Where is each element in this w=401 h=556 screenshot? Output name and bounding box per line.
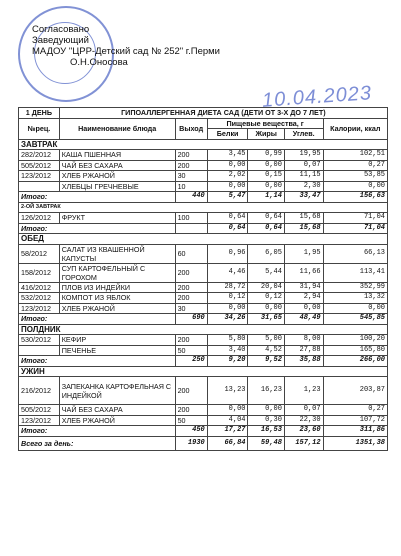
output-cell: 200 <box>175 377 207 405</box>
dish-row <box>19 160 388 171</box>
recipe-cell: 216/2012 <box>19 377 60 405</box>
dish-name-cell: КОМПОТ ИЗ ЯБЛОК <box>59 293 175 304</box>
total-label: Итого: <box>19 426 176 437</box>
diet-title: ГИПОАЛЛЕРГЕННАЯ ДИЕТА САД (ДЕТИ ОТ 3-Х ДО 7 ЛЕТ) <box>59 108 387 119</box>
protein-cell: 0,00 <box>207 181 248 192</box>
protein-cell: 0,00 <box>207 405 248 416</box>
recipe-cell <box>19 345 60 356</box>
dish-row <box>19 171 388 182</box>
total-carbs: 48,49 <box>284 314 323 325</box>
protein-cell: 13,23 <box>207 377 248 405</box>
recipe-cell: 158/2012 <box>19 263 60 282</box>
dish-row <box>19 335 388 346</box>
section-row <box>19 202 388 213</box>
approver-name: О.Н.Оносова <box>70 57 128 68</box>
total-carbs: 157,12 <box>284 436 323 450</box>
output-cell: 200 <box>175 160 207 171</box>
carbs-cell: 0,07 <box>284 160 323 171</box>
protein-cell: 4,04 <box>207 415 248 426</box>
dish-name-cell: ФРУКТ <box>59 213 175 224</box>
total-row <box>19 426 388 437</box>
fat-cell: 0,00 <box>248 160 284 171</box>
total-fat: 9,52 <box>248 356 284 367</box>
organization-name: МАДОУ "ЦРР-Детский сад № 252" г.Перми <box>32 46 220 57</box>
fat-cell: 0,30 <box>248 415 284 426</box>
total-label: Итого: <box>19 356 176 367</box>
total-label: Итого: <box>19 192 176 203</box>
total-protein: 9,20 <box>207 356 248 367</box>
dish-row <box>19 263 388 282</box>
output-cell: 200 <box>175 293 207 304</box>
recipe-cell: 505/2012 <box>19 405 60 416</box>
approver-position: Заведующий <box>32 35 89 46</box>
kcal-cell: 113,41 <box>323 263 387 282</box>
kcal-cell: 0,27 <box>323 160 387 171</box>
total-fat: 0,64 <box>248 223 284 234</box>
carbs-cell: 27,88 <box>284 345 323 356</box>
fat-cell: 20,04 <box>248 282 284 293</box>
kcal-cell: 13,32 <box>323 293 387 304</box>
kcal-cell: 71,04 <box>323 213 387 224</box>
fat-cell: 16,23 <box>248 377 284 405</box>
carbs-cell: 1,95 <box>284 244 323 263</box>
approval-label: Согласовано <box>32 24 90 35</box>
kcal-cell: 352,99 <box>323 282 387 293</box>
carbs-cell: 15,68 <box>284 213 323 224</box>
dish-name-cell: ХЛЕБ РЖАНОЙ <box>59 171 175 182</box>
total-output: 250 <box>175 356 207 367</box>
recipe-cell: 532/2012 <box>19 293 60 304</box>
output-cell: 50 <box>175 345 207 356</box>
protein-cell: 3,40 <box>207 345 248 356</box>
output-cell: 200 <box>175 405 207 416</box>
handwritten-date: 10.04.2023 <box>261 82 373 112</box>
title-row <box>19 108 388 119</box>
total-protein: 66,84 <box>207 436 248 450</box>
recipe-cell: 416/2012 <box>19 282 60 293</box>
dish-row <box>19 345 388 356</box>
carbs-cell: 8,00 <box>284 335 323 346</box>
protein-cell: 3,45 <box>207 150 248 161</box>
section-breakfast: ЗАВТРАК <box>19 139 388 150</box>
carbs-cell: 11,15 <box>284 171 323 182</box>
dish-name-cell: СУП КАРТОФЕЛЬНЫЙ С ГОРОХОМ <box>59 263 175 282</box>
carbs-cell: 22,30 <box>284 415 323 426</box>
recipe-cell: 282/2012 <box>19 150 60 161</box>
protein-cell: 28,72 <box>207 282 248 293</box>
dish-row <box>19 181 388 192</box>
col-nutrients: Пищевые вещества, г <box>207 118 323 129</box>
col-kcal: Калории, ккал <box>323 118 387 139</box>
output-cell: 200 <box>175 150 207 161</box>
total-carbs: 35,88 <box>284 356 323 367</box>
kcal-cell: 66,13 <box>323 244 387 263</box>
kcal-cell: 203,87 <box>323 377 387 405</box>
dish-name-cell: ХЛЕБЦЫ ГРЕЧНЕВЫЕ <box>59 181 175 192</box>
carbs-cell: 11,66 <box>284 263 323 282</box>
kcal-cell: 165,80 <box>323 345 387 356</box>
total-fat: 59,48 <box>248 436 284 450</box>
kcal-cell: 100,20 <box>323 335 387 346</box>
fat-cell: 5,00 <box>248 335 284 346</box>
dish-name-cell: ЧАЙ БЕЗ САХАРА <box>59 160 175 171</box>
protein-cell: 0,64 <box>207 213 248 224</box>
section-row <box>19 139 388 150</box>
dish-row <box>19 293 388 304</box>
section-row <box>19 366 388 377</box>
total-protein: 5,47 <box>207 192 248 203</box>
total-fat: 16,53 <box>248 426 284 437</box>
total-row <box>19 314 388 325</box>
total-carbs: 15,68 <box>284 223 323 234</box>
menu-table <box>18 107 388 451</box>
kcal-cell: 102,51 <box>323 150 387 161</box>
dish-name-cell: ХЛЕБ РЖАНОЙ <box>59 303 175 314</box>
col-name: Наименование блюда <box>59 118 175 139</box>
carbs-cell: 2,94 <box>284 293 323 304</box>
dish-row <box>19 213 388 224</box>
fat-cell: 6,05 <box>248 244 284 263</box>
carbs-cell: 19,95 <box>284 150 323 161</box>
total-protein: 34,26 <box>207 314 248 325</box>
total-output: 690 <box>175 314 207 325</box>
output-cell: 200 <box>175 263 207 282</box>
protein-cell: 0,12 <box>207 293 248 304</box>
fat-cell: 0,99 <box>248 150 284 161</box>
total-kcal: 71,04 <box>323 223 387 234</box>
day-label: 1 ДЕНЬ <box>19 108 60 119</box>
dish-row <box>19 244 388 263</box>
carbs-cell: 0,07 <box>284 405 323 416</box>
dish-name-cell: ПЛОВ ИЗ ИНДЕЙКИ <box>59 282 175 293</box>
fat-cell: 0,00 <box>248 405 284 416</box>
section-lunch: ОБЕД <box>19 234 388 245</box>
total-label: Итого: <box>19 314 176 325</box>
total-output <box>175 223 207 234</box>
recipe-cell: 123/2012 <box>19 171 60 182</box>
recipe-cell: 126/2012 <box>19 213 60 224</box>
kcal-cell: 107,72 <box>323 415 387 426</box>
section-row <box>19 324 388 335</box>
fat-cell: 0,12 <box>248 293 284 304</box>
output-cell: 30 <box>175 171 207 182</box>
carbs-cell: 0,00 <box>284 303 323 314</box>
dish-name-cell: КАША ПШЕННАЯ <box>59 150 175 161</box>
dish-name-cell: ЗАПЕКАНКА КАРТОФЕЛЬНАЯ С ИНДЕЙКОЙ <box>59 377 175 405</box>
fat-cell: 0,00 <box>248 303 284 314</box>
dish-row <box>19 415 388 426</box>
output-cell: 50 <box>175 415 207 426</box>
total-row <box>19 192 388 203</box>
total-fat: 31,65 <box>248 314 284 325</box>
recipe-cell: 58/2012 <box>19 244 60 263</box>
total-label: Всего за день: <box>19 436 176 450</box>
recipe-cell: 530/2012 <box>19 335 60 346</box>
total-carbs: 33,47 <box>284 192 323 203</box>
dish-row <box>19 150 388 161</box>
total-output: 450 <box>175 426 207 437</box>
fat-cell: 4,52 <box>248 345 284 356</box>
kcal-cell: 0,00 <box>323 181 387 192</box>
output-cell: 30 <box>175 303 207 314</box>
total-row <box>19 356 388 367</box>
output-cell: 200 <box>175 335 207 346</box>
recipe-cell: 505/2012 <box>19 160 60 171</box>
section-snack: ПОЛДНИК <box>19 324 388 335</box>
dish-name-cell: САЛАТ ИЗ КВАШЕННОЙ КАПУСТЫ <box>59 244 175 263</box>
col-fat: Жиры <box>248 129 284 140</box>
header-row-1 <box>19 118 388 129</box>
day-total-row <box>19 436 388 450</box>
dish-row <box>19 303 388 314</box>
dish-row <box>19 405 388 416</box>
col-output: Выход <box>175 118 207 139</box>
protein-cell: 0,00 <box>207 303 248 314</box>
output-cell: 10 <box>175 181 207 192</box>
output-cell: 60 <box>175 244 207 263</box>
protein-cell: 5,80 <box>207 335 248 346</box>
dish-name-cell: ЧАЙ БЕЗ САХАРА <box>59 405 175 416</box>
total-kcal: 311,86 <box>323 426 387 437</box>
protein-cell: 4,46 <box>207 263 248 282</box>
total-protein: 17,27 <box>207 426 248 437</box>
total-row <box>19 223 388 234</box>
total-label: Итого: <box>19 223 176 234</box>
col-protein: Белки <box>207 129 248 140</box>
kcal-cell: 0,27 <box>323 405 387 416</box>
carbs-cell: 1,23 <box>284 377 323 405</box>
dish-name-cell: ХЛЕБ РЖАНОЙ <box>59 415 175 426</box>
total-kcal: 156,63 <box>323 192 387 203</box>
fat-cell: 0,15 <box>248 171 284 182</box>
col-recipe: №рец. <box>19 118 60 139</box>
section-row <box>19 234 388 245</box>
dish-name-cell: КЕФИР <box>59 335 175 346</box>
total-fat: 1,14 <box>248 192 284 203</box>
recipe-cell <box>19 181 60 192</box>
section-dinner: УЖИН <box>19 366 388 377</box>
recipe-cell: 123/2012 <box>19 303 60 314</box>
total-kcal: 545,85 <box>323 314 387 325</box>
output-cell: 100 <box>175 213 207 224</box>
kcal-cell: 0,00 <box>323 303 387 314</box>
total-kcal: 1351,38 <box>323 436 387 450</box>
fat-cell: 0,64 <box>248 213 284 224</box>
total-output: 440 <box>175 192 207 203</box>
dish-name-cell: ПЕЧЕНЬЕ <box>59 345 175 356</box>
col-carbs: Углев. <box>284 129 323 140</box>
total-protein: 0,64 <box>207 223 248 234</box>
carbs-cell: 2,30 <box>284 181 323 192</box>
kcal-cell: 53,85 <box>323 171 387 182</box>
protein-cell: 0,00 <box>207 160 248 171</box>
total-kcal: 266,00 <box>323 356 387 367</box>
recipe-cell: 123/2012 <box>19 415 60 426</box>
dish-row <box>19 377 388 405</box>
carbs-cell: 31,94 <box>284 282 323 293</box>
protein-cell: 0,96 <box>207 244 248 263</box>
fat-cell: 5,44 <box>248 263 284 282</box>
fat-cell: 0,00 <box>248 181 284 192</box>
section-breakfast2: 2-ОЙ ЗАВТРАК <box>19 202 388 213</box>
protein-cell: 2,02 <box>207 171 248 182</box>
dish-row <box>19 282 388 293</box>
output-cell: 200 <box>175 282 207 293</box>
total-output: 1930 <box>175 436 207 450</box>
total-carbs: 23,60 <box>284 426 323 437</box>
